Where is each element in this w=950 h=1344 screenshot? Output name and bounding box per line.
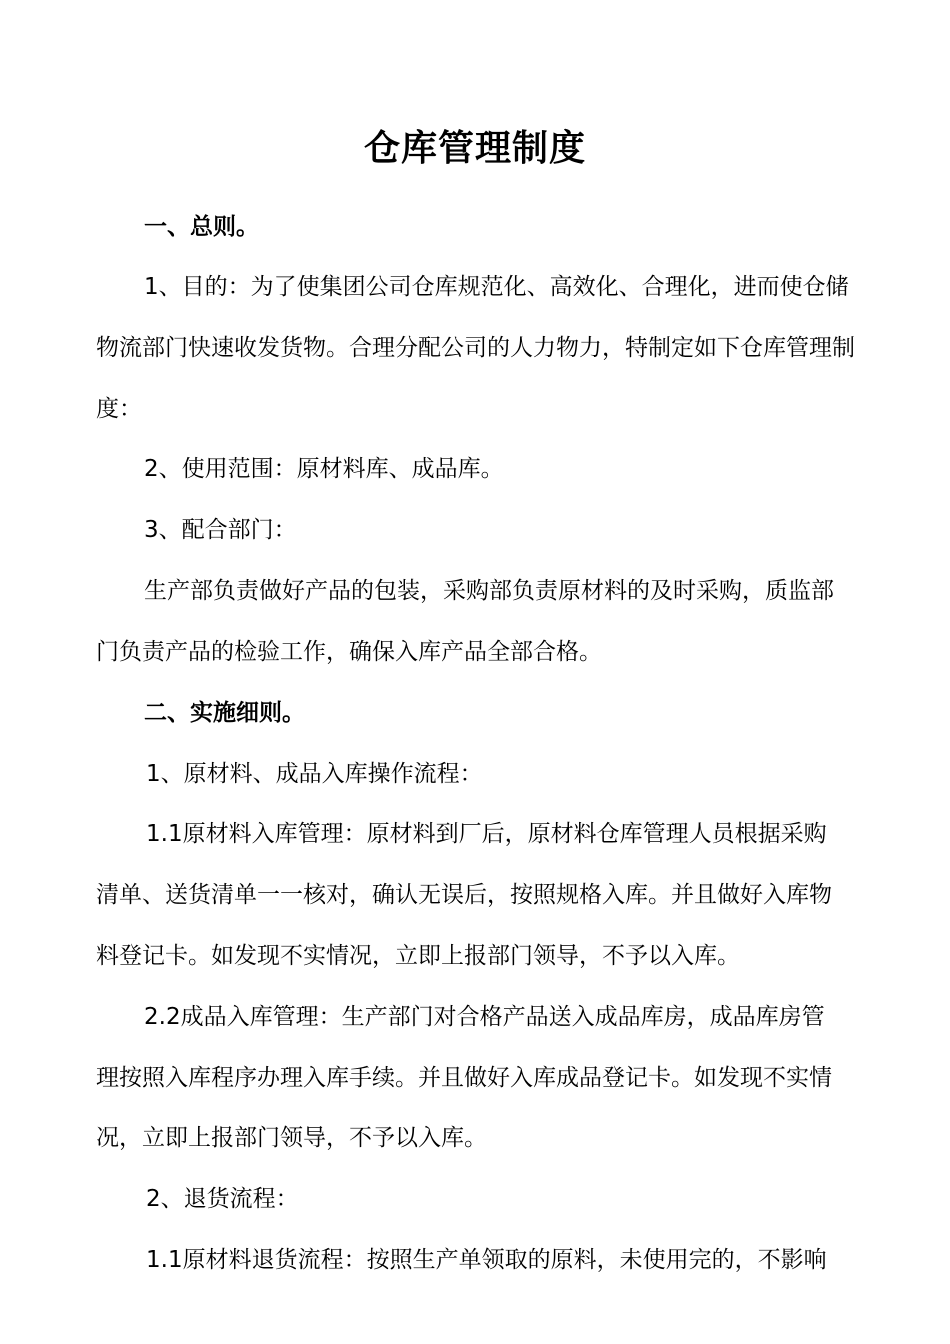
paragraph-line: 2.2成品入库管理：生产部门对合格产品送入成品库房，成品库房管 [144, 1004, 825, 1030]
section-heading-details: 二、实施细则。 [144, 700, 305, 726]
paragraph-line: 1.1原材料入库管理：原材料到厂后，原材料仓库管理人员根据采购 [146, 821, 827, 847]
paragraph-line: 物流部门快速收发货物。合理分配公司的人力物力，特制定如下仓库管理制 [96, 335, 855, 361]
paragraph-line: 生产部负责做好产品的包装，采购部负责原材料的及时采购，质监部 [144, 578, 834, 604]
paragraph-line: 3、配合部门： [144, 517, 297, 543]
paragraph-line: 1、原材料、成品入库操作流程： [146, 761, 483, 787]
section-heading-general: 一、总则。 [144, 214, 259, 240]
paragraph-line: 2、使用范围：原材料库、成品库。 [144, 456, 504, 482]
paragraph-line: 度： [96, 396, 142, 422]
paragraph-line: 门负责产品的检验工作，确保入库产品全部合格。 [96, 639, 602, 665]
paragraph-line: 1、目的：为了使集团公司仓库规范化、高效化、合理化，进而使仓储 [144, 274, 849, 300]
paragraph-line: 理按照入库程序办理入库手续。并且做好入库成品登记卡。如发现不实情 [96, 1065, 832, 1091]
paragraph-line: 1.1原材料退货流程：按照生产单领取的原料，未使用完的，不影响 [146, 1247, 827, 1273]
paragraph-line: 清单、送货清单一一核对，确认无误后，按照规格入库。并且做好入库物 [96, 882, 832, 908]
paragraph-line: 2、退货流程： [146, 1186, 299, 1212]
paragraph-line: 料登记卡。如发现不实情况，立即上报部门领导，不予以入库。 [96, 943, 740, 969]
paragraph-line: 况，立即上报部门领导，不予以入库。 [96, 1125, 487, 1151]
document-title: 仓库管理制度 [363, 128, 586, 169]
